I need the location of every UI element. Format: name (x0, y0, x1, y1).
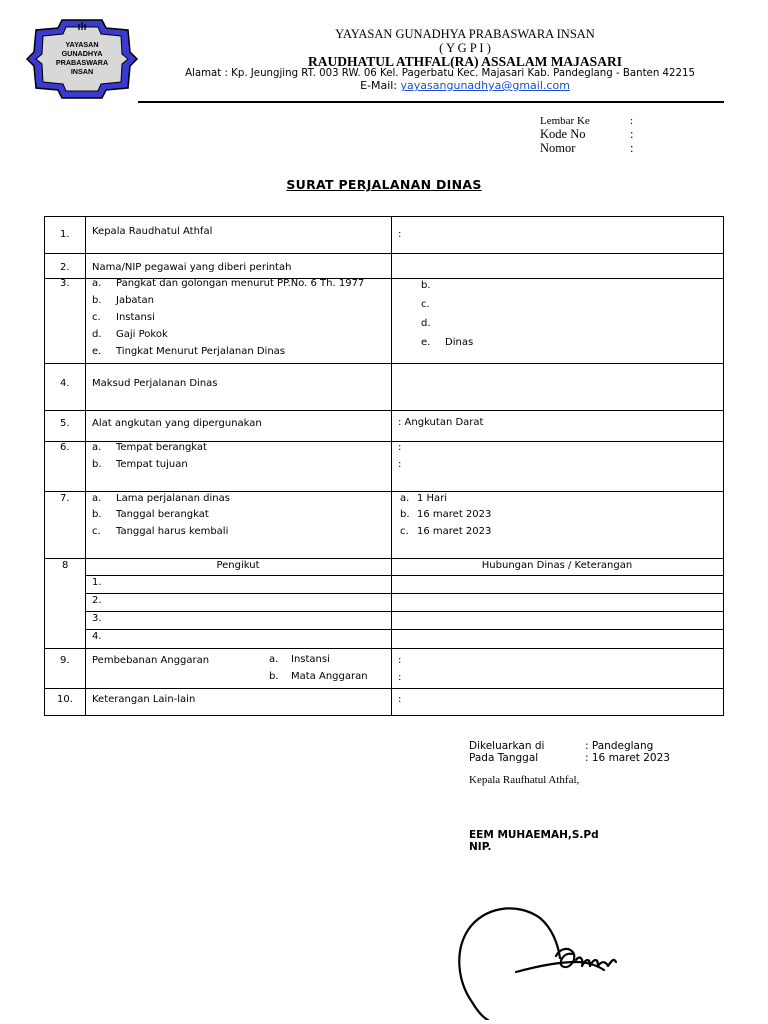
row-divider (45, 558, 723, 559)
row-value-colon: : (398, 655, 402, 666)
item-tanggal-kembali: Tanggal harus kembali (116, 526, 229, 537)
row-divider (45, 491, 723, 492)
logo-text-line: GUNADHYA (61, 49, 103, 58)
kode-no-colon: : (630, 127, 634, 141)
row-label-pembebanan: Pembebanan Anggaran (92, 655, 210, 666)
row-number: 6. (60, 442, 70, 453)
item-marker: b. (92, 295, 102, 306)
value-lama-perjalanan: 1 Hari (417, 493, 448, 504)
logo-text-line: YAYASAN (65, 40, 99, 49)
tanggal-label: Pada Tanggal (469, 752, 539, 764)
item-jabatan: Jabatan (116, 295, 154, 306)
item-mata-anggaran: Mata Anggaran (291, 671, 368, 682)
header-divider (138, 101, 724, 103)
signer-position: Kepala Raufhatul Athfal, (469, 774, 580, 786)
row-value-colon: : (398, 459, 402, 470)
row-number: 3. (60, 278, 70, 289)
item-marker: c. (92, 312, 101, 323)
row-number: 7. (60, 493, 70, 504)
dikeluarkan-value: : Pandeglang (585, 740, 654, 752)
row-subdivider (85, 593, 723, 594)
row-value-colon: : (398, 442, 402, 453)
foundation-abbreviation: ( Y G P I ) (439, 41, 491, 55)
row-label-nama-nip: Nama/NIP pegawai yang diberi perintah (92, 262, 292, 273)
row-number: 4. (60, 378, 70, 389)
value-marker: a. (400, 493, 410, 504)
document-title: SURAT PERJALANAN DINAS (286, 177, 482, 192)
item-marker: e. (92, 346, 102, 357)
row-label-maksud: Maksud Perjalanan Dinas (92, 378, 218, 389)
tanggal-value: : 16 maret 2023 (585, 752, 670, 764)
row-number: 2. (60, 262, 70, 273)
item-instansi: Instansi (116, 312, 155, 323)
value-marker: d. (421, 318, 431, 329)
column-divider (85, 217, 86, 715)
row-number: 9. (60, 655, 70, 666)
address-line: Alamat : Kp. Jeungjing RT. 003 RW. 06 Kel. Pagerbatu Kec. Majasari Kab. Pandeglang - Banten 42215 (185, 68, 695, 79)
item-pangkat: Pangkat dan golongan menurut PP.No. 6 Th. 1977 (116, 278, 365, 289)
item-marker: a. (92, 442, 102, 453)
row-number: 8 (62, 560, 69, 571)
value-marker: e. (421, 337, 431, 348)
item-marker: a. (92, 278, 102, 289)
item-marker: d. (92, 329, 102, 340)
item-marker: a. (92, 493, 102, 504)
item-gaji-pokok: Gaji Pokok (116, 329, 168, 340)
item-tingkat: Tingkat Menurut Perjalanan Dinas (116, 346, 285, 357)
lembar-ke-label: Lembar Ke (540, 115, 590, 127)
pengikut-item: 3. (92, 613, 102, 624)
logo-text-line: INSAN (70, 67, 94, 76)
value-tingkat-dinas: Dinas (445, 337, 474, 348)
item-instansi-anggaran: Instansi (291, 654, 330, 665)
item-marker: b. (92, 509, 102, 520)
item-tempat-tujuan: Tempat tujuan (116, 459, 188, 470)
row-divider (45, 363, 723, 364)
row-subdivider (85, 611, 723, 612)
row-divider (45, 253, 723, 254)
travel-form-table (44, 216, 724, 716)
row-label-kepala: Kepala Raudhatul Athfal (92, 226, 213, 237)
pengikut-header: Pengikut (216, 560, 260, 571)
item-marker: a. (269, 654, 279, 665)
pengikut-item: 1. (92, 577, 102, 588)
row-divider (45, 648, 723, 649)
value-tanggal-kembali: 16 maret 2023 (417, 526, 492, 537)
logo-text-line: PRABASWARA (55, 58, 109, 67)
row-value-kepala: : (398, 229, 402, 240)
foundation-logo (24, 16, 140, 102)
row-divider (45, 410, 723, 411)
row-divider (45, 688, 723, 689)
pengikut-item: 2. (92, 595, 102, 606)
value-marker: c. (400, 526, 409, 537)
lembar-ke-colon: : (630, 115, 634, 127)
row-label-keterangan: Keterangan Lain-lain (92, 694, 196, 705)
row-value-alat-angkutan: : Angkutan Darat (398, 417, 484, 428)
item-tempat-berangkat: Tempat berangkat (116, 442, 207, 453)
foundation-name: YAYASAN GUNADHYA PRABASWARA INSAN (335, 27, 595, 41)
row-number: 5. (60, 418, 70, 429)
email-label: E-Mail: (360, 79, 401, 92)
pengikut-item: 4. (92, 631, 102, 642)
email-line (250, 79, 680, 92)
value-marker: b. (421, 280, 431, 291)
row-value-colon: : (398, 672, 402, 683)
item-marker: b. (92, 459, 102, 470)
item-marker: b. (269, 671, 279, 682)
item-tanggal-berangkat: Tanggal berangkat (116, 509, 209, 520)
signer-name: EEM MUHAEMAH,S.Pd (469, 829, 599, 841)
row-label-alat-angkutan: Alat angkutan yang dipergunakan (92, 418, 262, 429)
row-value-keterangan: : (398, 694, 402, 705)
item-marker: c. (92, 526, 101, 537)
signer-nip: NIP. (469, 841, 492, 853)
email-link[interactable]: yayasangunadhya@gmail.com (400, 79, 570, 92)
row-subdivider (85, 629, 723, 630)
row-number: 10. (57, 694, 73, 705)
school-name: RAUDHATUL ATHFAL(RA) ASSALAM MAJASARI (308, 54, 622, 69)
hubungan-dinas-header: Hubungan Dinas / Keterangan (481, 560, 633, 571)
row-number: 1. (60, 229, 70, 240)
kode-no-label: Kode No (540, 127, 586, 141)
nomor-colon: : (630, 141, 634, 155)
nomor-label: Nomor (540, 141, 576, 155)
row-subdivider (85, 575, 723, 576)
column-divider (391, 217, 392, 715)
value-tanggal-berangkat: 16 maret 2023 (417, 509, 492, 520)
value-marker: c. (421, 299, 430, 310)
value-marker: b. (400, 509, 410, 520)
dikeluarkan-label: Dikeluarkan di (469, 740, 545, 752)
handwritten-signature (448, 900, 628, 1020)
item-lama-perjalanan: Lama perjalanan dinas (116, 493, 230, 504)
